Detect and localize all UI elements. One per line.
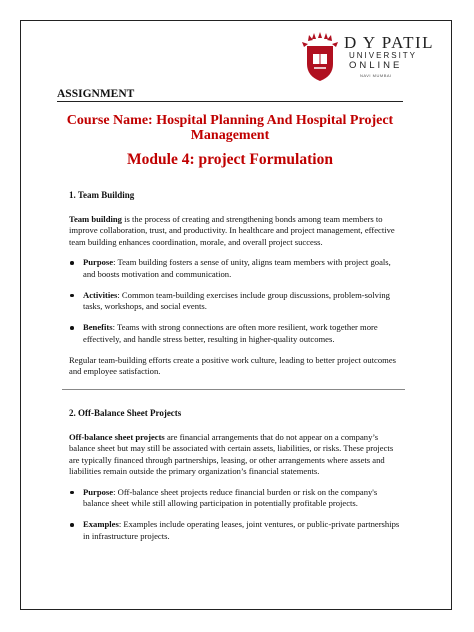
section2-heading: 2. Off-Balance Sheet Projects (69, 408, 182, 418)
bullet-text: : Common team-building exercises include group discussions, problem-solving tasks, workshops, and social events. (83, 289, 390, 311)
logo-university: UNIVERSITY (349, 51, 418, 60)
section2-intro (69, 432, 405, 478)
bullet-text: : Team building fosters a sense of unity, aligns team members with project goals, and boosts motivation and communication. (83, 257, 391, 279)
section1-intro (69, 214, 405, 249)
section1-heading: 1. Team Building (69, 190, 135, 200)
bullet-term: Purpose (83, 486, 114, 497)
section-team-building (69, 190, 405, 378)
list-item (69, 322, 405, 345)
bullet-text: : Teams with strong connections are often more resilient, work together more effectively, and handle stress better, resulting in higher-quality outcomes. (83, 322, 378, 344)
section2-intro-text: are financial arrangements that do not appear on a company’s balance sheet but may still be associated with certain assets, liabilities, or risks. These projects are typically financed through partnerships, leasing, or other arrangements where assets and liabilities remain outside the primary organization’s financial statements. (69, 431, 394, 476)
list-item (69, 487, 405, 510)
bullet-text: : Off-balance sheet projects reduce financial burden or risk on the company's balance sheet while still allowing participation in potentially profitable projects. (83, 486, 378, 508)
assignment-rule (57, 101, 403, 102)
shield-logo-icon (300, 32, 340, 82)
bullet-text: : Examples include operating leases, joint ventures, or public-private partnerships in infrastructure projects. (83, 519, 400, 541)
logo-online: ONLINE (349, 60, 403, 71)
module-title: Module 4: project Formulation (127, 151, 333, 168)
course-title: Course Name: Hospital Planning And Hospital Project Management (66, 113, 394, 143)
assignment-label: ASSIGNMENT (57, 88, 135, 100)
section2-bullets (69, 487, 405, 543)
logo-tagline: NAVI MUMBAI (360, 73, 392, 78)
bullet-term: Purpose (83, 257, 114, 267)
logo-name: D Y PATIL (344, 33, 435, 52)
section1-closing: Regular team-building efforts create a positive work culture, leading to better project outcomes and employee satisfaction. (69, 354, 397, 376)
section-off-balance-sheet (69, 408, 405, 552)
section2-intro-term: Off-balance sheet projects (69, 431, 165, 442)
list-item (69, 290, 405, 313)
bullet-term: Activities (83, 289, 118, 300)
section1-intro-text: is the process of creating and strengthening bonds among team members to improve collaboration, trust, and productivity. In healthcare and project management, effective team building enhances coordination, morale, and overall project success. (69, 213, 395, 247)
bullet-term: Benefits (83, 322, 113, 332)
university-logo (300, 32, 435, 86)
section1-bullets (69, 257, 405, 345)
section-divider (62, 389, 405, 390)
list-item (69, 519, 405, 542)
bullet-term: Examples (83, 519, 119, 529)
list-item (69, 257, 405, 280)
section1-intro-term: Team building (69, 213, 122, 224)
